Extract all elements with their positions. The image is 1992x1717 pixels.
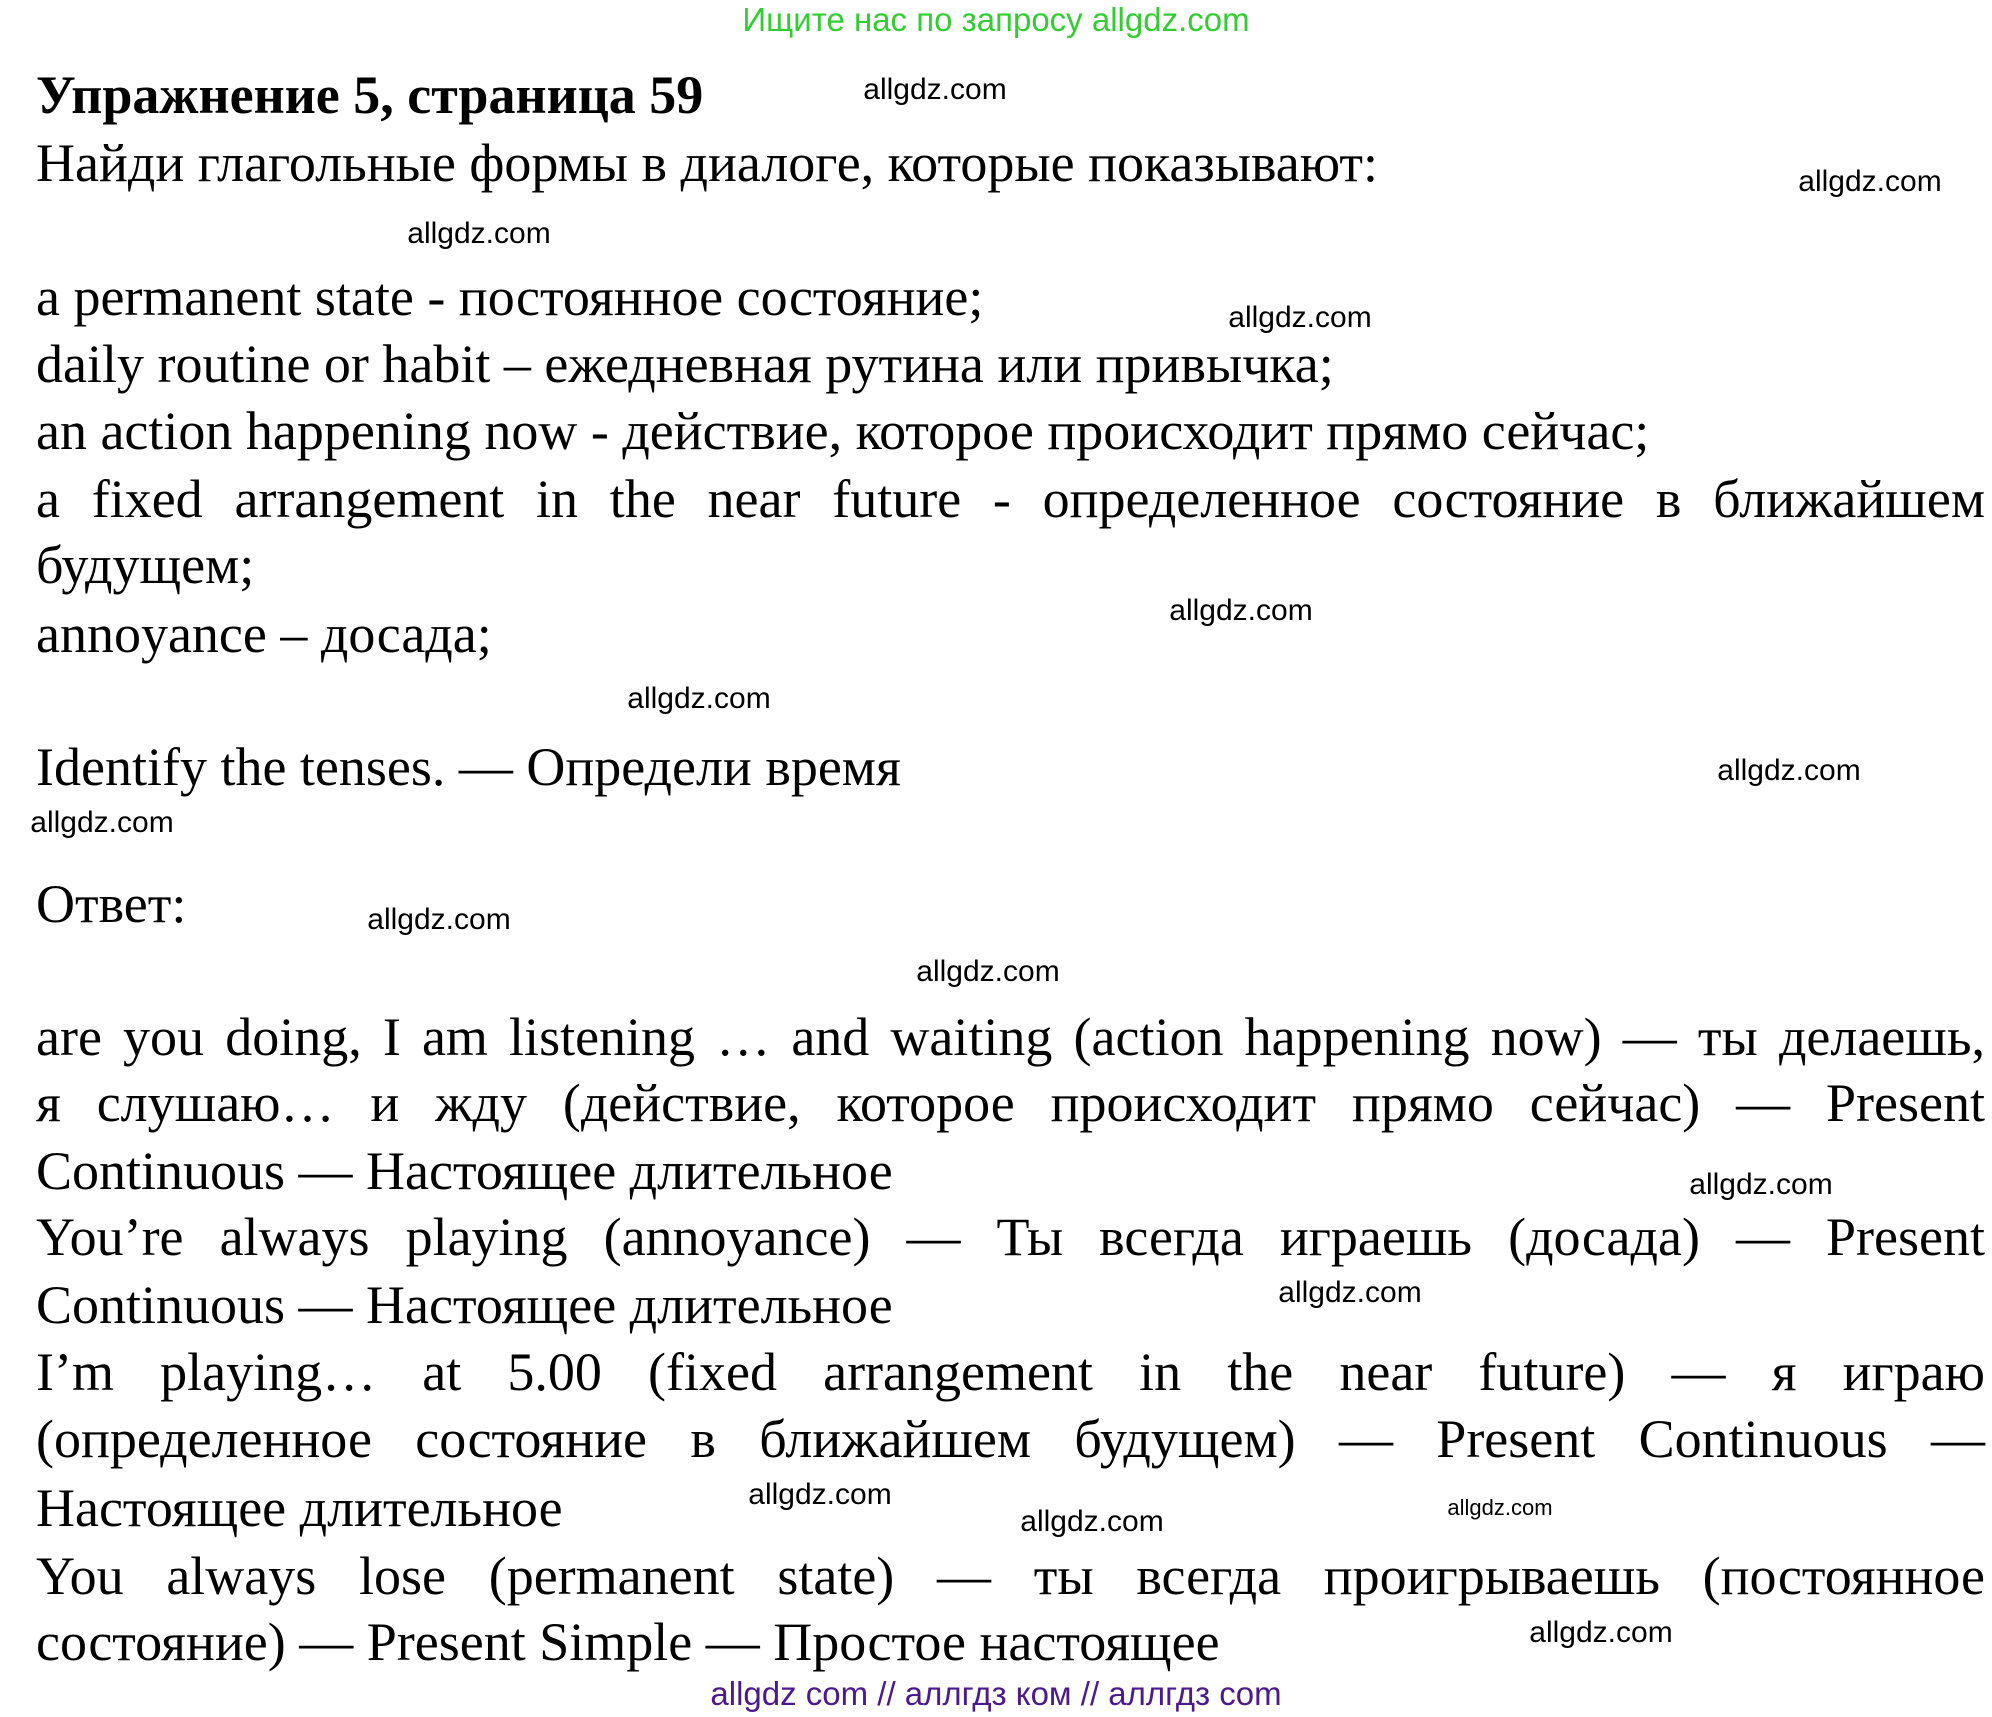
watermark: allgdz.com <box>30 806 174 839</box>
answer-line: Настоящее длительное <box>36 1478 563 1538</box>
page-title: Упражнение 5, страница 59 <box>36 65 704 125</box>
watermark: allgdz.com <box>1228 301 1372 334</box>
watermark: allgdz.com <box>367 903 511 936</box>
watermark: allgdz.com <box>627 682 771 715</box>
answer-line: I’m playing… at 5.00 (fixed arrangement in the near future) — я играю <box>36 1342 1985 1402</box>
footer-banner: allgdz com // аллгдз ком // аллгдз com <box>710 1675 1282 1712</box>
list-item: a permanent state - постоянное состояние; <box>36 267 984 327</box>
watermark: allgdz.com <box>863 73 1007 106</box>
answer-line: Continuous — Настоящее длительное <box>36 1141 893 1201</box>
watermark: allgdz.com <box>1717 754 1861 787</box>
watermark: allgdz.com <box>1529 1616 1673 1649</box>
task-text: Найди глагольные формы в диалоге, которые показывают: <box>36 133 1378 193</box>
answer-line: are you doing, I am listening … and waiting (action happening now) — ты делаешь, <box>36 1007 1985 1067</box>
watermark: allgdz.com <box>1689 1168 1833 1201</box>
list-item: annoyance – досада; <box>36 604 492 664</box>
watermark: allgdz.com <box>407 217 551 250</box>
watermark: allgdz.com <box>916 955 1060 988</box>
answer-line: (определенное состояние в ближайшем будущем) — Present Continuous — <box>36 1409 1985 1469</box>
answer-label: Ответ: <box>36 874 187 934</box>
watermark: allgdz.com <box>1020 1505 1164 1538</box>
watermark: allgdz.com <box>1278 1276 1422 1309</box>
watermark: allgdz.com <box>1798 165 1942 198</box>
list-item: будущем; <box>36 535 255 595</box>
answer-line: я слушаю… и жду (действие, которое происходит прямо сейчас) — Present <box>36 1073 1985 1133</box>
identify-text: Identify the tenses. — Определи время <box>36 737 901 797</box>
watermark: allgdz.com <box>1169 594 1313 627</box>
list-item: an action happening now - действие, которое происходит прямо сейчас; <box>36 401 1650 461</box>
watermark: allgdz.com <box>748 1478 892 1511</box>
answer-line: You always lose (permanent state) — ты всегда проигрываешь (постоянное <box>36 1546 1985 1606</box>
answer-line: состояние) — Present Simple — Простое настоящее <box>36 1612 1220 1672</box>
answer-line: You’re always playing (annoyance) — Ты всегда играешь (досада) — Present <box>36 1207 1985 1267</box>
search-banner: Ищите нас по запросу allgdz.com <box>742 1 1250 38</box>
list-item: a fixed arrangement in the near future - определенное состояние в ближайшем <box>36 469 1985 529</box>
answer-line: Continuous — Настоящее длительное <box>36 1275 893 1335</box>
watermark: allgdz.com <box>1447 1495 1553 1520</box>
list-item: daily routine or habit – ежедневная рутина или привычка; <box>36 334 1334 394</box>
